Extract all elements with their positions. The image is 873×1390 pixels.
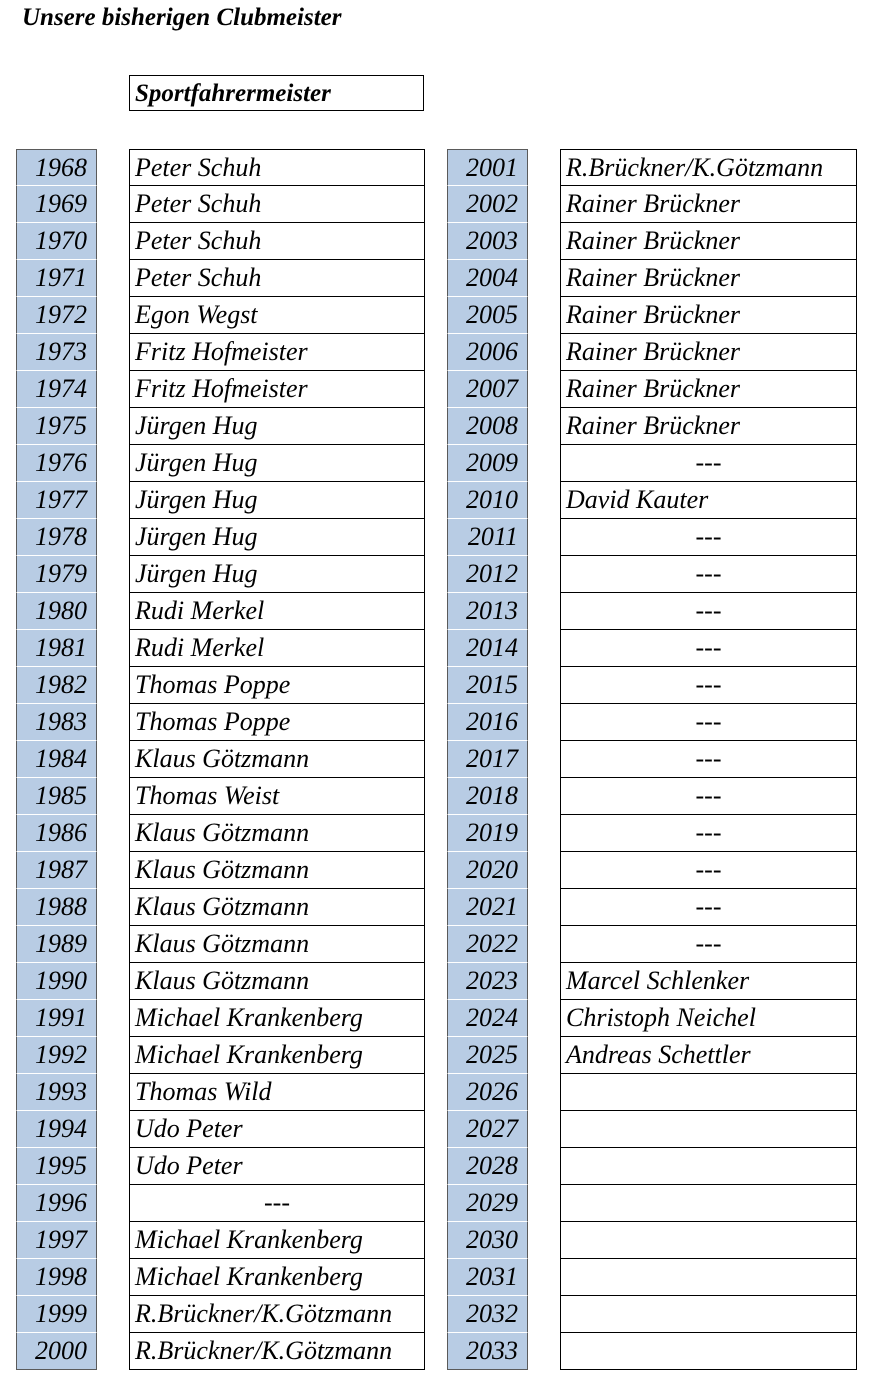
champion-cell	[560, 1222, 857, 1259]
champion-cell: Andreas Schettler	[560, 1037, 857, 1074]
year-cell: 1972	[16, 297, 97, 334]
champion-cell: Rudi Merkel	[129, 630, 425, 667]
champion-cell	[560, 1074, 857, 1111]
year-cell: 2029	[447, 1185, 528, 1222]
year-cell: 2007	[447, 371, 528, 408]
champion-cell: R.Brückner/K.Götzmann	[129, 1333, 425, 1370]
champion-cell: ---	[560, 556, 857, 593]
champion-cell: ---	[560, 593, 857, 630]
champion-cell: Jürgen Hug	[129, 556, 425, 593]
champion-cell: Christoph Neichel	[560, 1000, 857, 1037]
champion-cell	[560, 1111, 857, 1148]
year-cell: 2028	[447, 1148, 528, 1185]
year-cell: 2006	[447, 334, 528, 371]
year-cell: 1978	[16, 519, 97, 556]
year-cell: 1974	[16, 371, 97, 408]
year-cell: 2022	[447, 926, 528, 963]
champion-cell: Klaus Götzmann	[129, 926, 425, 963]
year-cell: 1977	[16, 482, 97, 519]
champion-cell: Thomas Poppe	[129, 704, 425, 741]
year-cell: 2020	[447, 852, 528, 889]
champion-cell	[560, 1259, 857, 1296]
champion-cell: ---	[560, 519, 857, 556]
champion-cell: Fritz Hofmeister	[129, 334, 425, 371]
champion-cell	[560, 1185, 857, 1222]
champion-cell: Jürgen Hug	[129, 482, 425, 519]
year-cell: 1971	[16, 260, 97, 297]
champion-cell: Rainer Brückner	[560, 408, 857, 445]
champion-cell: Jürgen Hug	[129, 408, 425, 445]
champion-cell: Rudi Merkel	[129, 593, 425, 630]
champion-cell: Rainer Brückner	[560, 260, 857, 297]
year-cell: 1984	[16, 741, 97, 778]
champion-cell: ---	[129, 1185, 425, 1222]
year-cell: 2011	[447, 519, 528, 556]
year-cell: 1993	[16, 1074, 97, 1111]
year-cell: 1995	[16, 1148, 97, 1185]
champion-cell	[560, 1333, 857, 1370]
champion-cell: ---	[560, 852, 857, 889]
year-cell: 1992	[16, 1037, 97, 1074]
year-cell: 2015	[447, 667, 528, 704]
year-cell: 1986	[16, 815, 97, 852]
year-cell: 2009	[447, 445, 528, 482]
champion-cell: R.Brückner/K.Götzmann	[129, 1296, 425, 1333]
champion-cell: Klaus Götzmann	[129, 815, 425, 852]
champion-column-left	[129, 149, 425, 1370]
year-cell: 1982	[16, 667, 97, 704]
year-cell: 1969	[16, 186, 97, 223]
champion-cell: Rainer Brückner	[560, 371, 857, 408]
champion-cell: ---	[560, 778, 857, 815]
year-cell: 2014	[447, 630, 528, 667]
champion-cell: Thomas Wild	[129, 1074, 425, 1111]
champion-cell: Thomas Poppe	[129, 667, 425, 704]
champion-cell: Rainer Brückner	[560, 186, 857, 223]
champion-cell: Jürgen Hug	[129, 445, 425, 482]
year-cell: 1970	[16, 223, 97, 260]
year-cell: 2032	[447, 1296, 528, 1333]
champion-cell: ---	[560, 815, 857, 852]
year-cell: 2013	[447, 593, 528, 630]
champion-cell: Fritz Hofmeister	[129, 371, 425, 408]
champion-cell: Thomas Weist	[129, 778, 425, 815]
champion-column-right	[560, 149, 857, 1370]
year-cell: 1983	[16, 704, 97, 741]
year-cell: 1985	[16, 778, 97, 815]
year-cell: 2001	[447, 149, 528, 186]
champion-cell: Peter Schuh	[129, 223, 425, 260]
champion-cell: Jürgen Hug	[129, 519, 425, 556]
year-column-left	[16, 149, 97, 1370]
champion-cell: Egon Wegst	[129, 297, 425, 334]
year-cell: 2017	[447, 741, 528, 778]
year-cell: 1994	[16, 1111, 97, 1148]
year-cell: 1975	[16, 408, 97, 445]
champion-cell: ---	[560, 741, 857, 778]
year-cell: 1991	[16, 1000, 97, 1037]
champion-cell: ---	[560, 889, 857, 926]
year-cell: 2031	[447, 1259, 528, 1296]
year-cell: 2004	[447, 260, 528, 297]
champion-cell: Marcel Schlenker	[560, 963, 857, 1000]
champion-cell: David Kauter	[560, 482, 857, 519]
year-cell: 2003	[447, 223, 528, 260]
champion-cell: ---	[560, 926, 857, 963]
champion-cell: ---	[560, 704, 857, 741]
year-cell: 1980	[16, 593, 97, 630]
year-cell: 2000	[16, 1333, 97, 1370]
year-cell: 2019	[447, 815, 528, 852]
year-cell: 1976	[16, 445, 97, 482]
champion-cell: Klaus Götzmann	[129, 889, 425, 926]
year-cell: 2008	[447, 408, 528, 445]
champion-cell: Rainer Brückner	[560, 334, 857, 371]
year-cell: 2025	[447, 1037, 528, 1074]
champion-cell: Udo Peter	[129, 1148, 425, 1185]
champion-cell: R.Brückner/K.Götzmann	[560, 149, 857, 186]
year-cell: 1999	[16, 1296, 97, 1333]
year-cell: 1981	[16, 630, 97, 667]
champion-cell: Michael Krankenberg	[129, 1037, 425, 1074]
year-cell: 1990	[16, 963, 97, 1000]
champion-cell: Rainer Brückner	[560, 223, 857, 260]
champion-cell: ---	[560, 630, 857, 667]
champion-cell: Udo Peter	[129, 1111, 425, 1148]
champion-cell: Klaus Götzmann	[129, 963, 425, 1000]
champion-cell: Michael Krankenberg	[129, 1259, 425, 1296]
year-cell: 1973	[16, 334, 97, 371]
year-cell: 1988	[16, 889, 97, 926]
year-cell: 2023	[447, 963, 528, 1000]
year-cell: 2002	[447, 186, 528, 223]
champion-cell: Rainer Brückner	[560, 297, 857, 334]
champion-cell: Michael Krankenberg	[129, 1000, 425, 1037]
year-cell: 2024	[447, 1000, 528, 1037]
year-cell: 1996	[16, 1185, 97, 1222]
year-cell: 1989	[16, 926, 97, 963]
year-cell: 1968	[16, 149, 97, 186]
champion-cell: Peter Schuh	[129, 260, 425, 297]
year-cell: 1998	[16, 1259, 97, 1296]
year-cell: 2010	[447, 482, 528, 519]
year-cell: 2027	[447, 1111, 528, 1148]
champion-cell: Michael Krankenberg	[129, 1222, 425, 1259]
champion-cell	[560, 1296, 857, 1333]
year-cell: 1987	[16, 852, 97, 889]
year-cell: 2030	[447, 1222, 528, 1259]
year-cell: 2005	[447, 297, 528, 334]
champion-cell: Klaus Götzmann	[129, 741, 425, 778]
champion-cell: ---	[560, 445, 857, 482]
champion-cell: Peter Schuh	[129, 149, 425, 186]
champion-cell	[560, 1148, 857, 1185]
page-title: Unsere bisherigen Clubmeister	[22, 4, 342, 31]
champion-cell: Peter Schuh	[129, 186, 425, 223]
year-cell: 1997	[16, 1222, 97, 1259]
year-cell: 2016	[447, 704, 528, 741]
year-column-right	[447, 149, 528, 1370]
champion-cell: ---	[560, 667, 857, 704]
year-cell: 2033	[447, 1333, 528, 1370]
year-cell: 2026	[447, 1074, 528, 1111]
year-cell: 2018	[447, 778, 528, 815]
year-cell: 1979	[16, 556, 97, 593]
category-title: Sportfahrermeister	[129, 75, 424, 111]
year-cell: 2012	[447, 556, 528, 593]
champion-cell: Klaus Götzmann	[129, 852, 425, 889]
year-cell: 2021	[447, 889, 528, 926]
